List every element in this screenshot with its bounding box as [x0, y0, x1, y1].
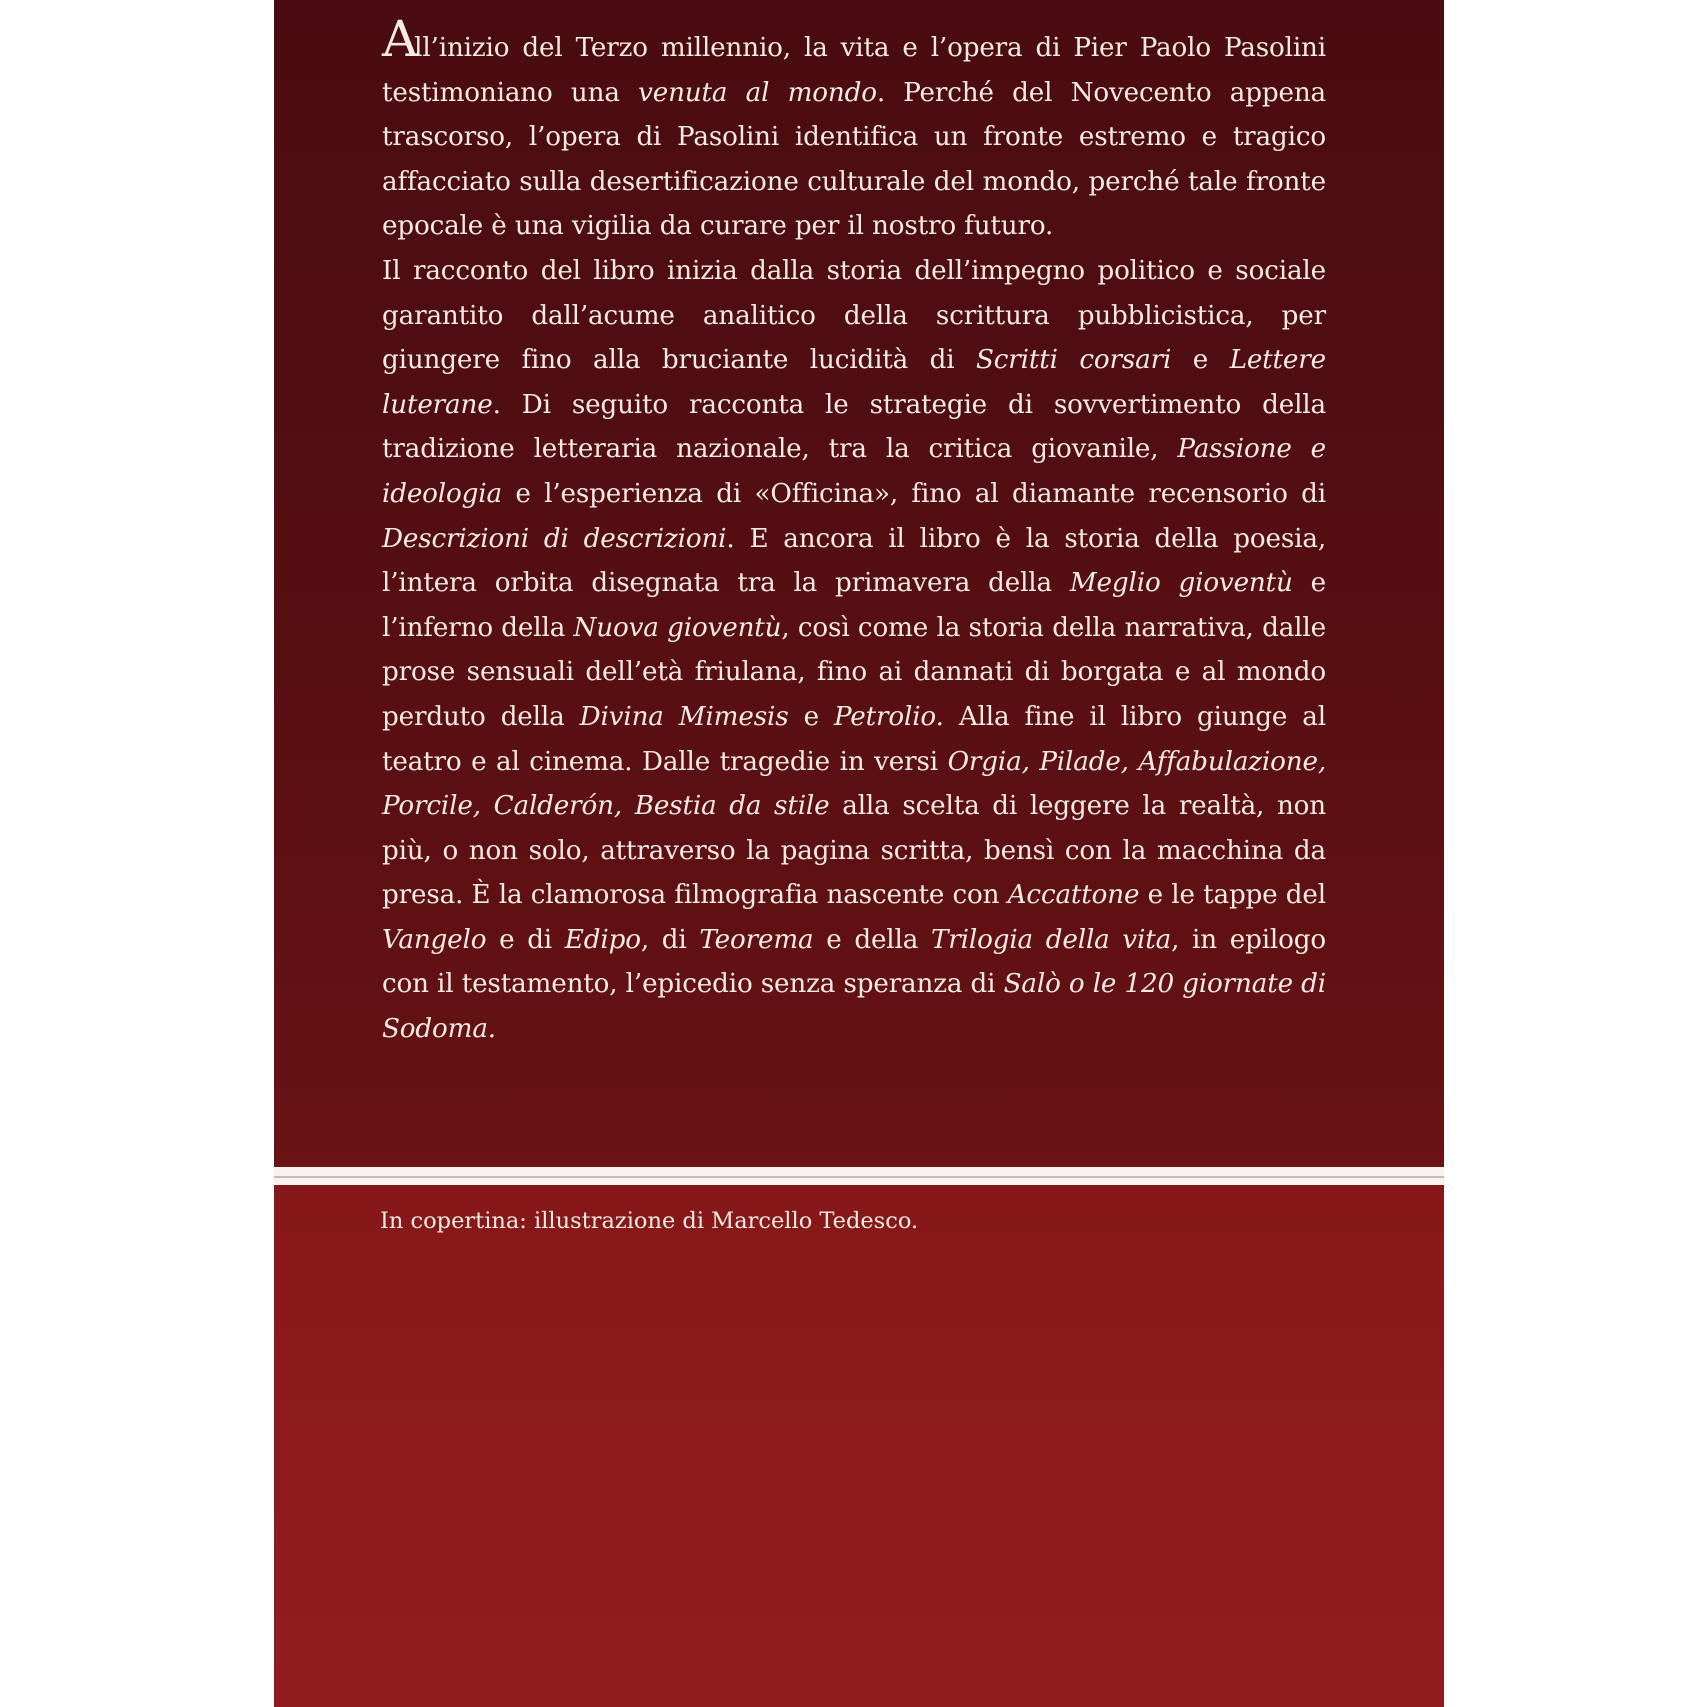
italic-title: Meglio gioventù	[1069, 568, 1293, 599]
text-run: , di	[640, 924, 700, 955]
upper-panel	[274, 0, 1444, 1167]
italic-title: Descrizioni di descrizioni	[382, 523, 727, 554]
italic-title: venuta al mondo	[638, 77, 877, 108]
text-run: alla scelta di leggere la realtà, non più, o non solo, attraverso la pagina scritta, bensì con la macchina da presa. È la clamorosa filmografia nascente con	[382, 791, 1326, 911]
italic-title: Petrolio.	[833, 701, 944, 732]
italic-title: Trilogia della vita	[930, 924, 1172, 955]
divider-rule	[274, 1176, 1444, 1178]
italic-title: Salò o le 120 giornate di Sodoma.	[382, 969, 1326, 1045]
text-run: e della	[813, 924, 931, 955]
text-run: , in epilogo con il testamento, l’epicedio senza speranza di	[382, 924, 1326, 1000]
text-run: e	[1171, 345, 1230, 376]
text-run: e	[788, 701, 834, 732]
italic-title: Edipo	[564, 924, 641, 955]
italic-title: Passione e ideologia	[382, 434, 1326, 509]
text-run: . Perché del Novecento appena trascorso, l’opera di Pasolini identifica un fronte estremo e tragico affacciato sulla desertificazione culturale del mondo, perché tale fronte epocale è una vigilia da curare per il nostro futuro.	[382, 77, 1326, 242]
text-run: e l’esperienza di «Officina», fino al diamante recensorio di	[501, 478, 1326, 509]
italic-title: Lettere luterane	[382, 345, 1326, 420]
italic-title: Nuova gioventù	[573, 612, 782, 643]
italic-title: Accattone	[1007, 880, 1140, 911]
text-run: e le tappe del	[1139, 880, 1326, 911]
blurb-text	[382, 10, 1327, 1052]
italic-title: Vangelo	[382, 924, 487, 955]
text-run: Alla fine il libro giunge al teatro e al cinema. Dalle tragedie in versi	[382, 701, 1326, 777]
blurb-paragraph-1	[382, 10, 1326, 249]
back-cover	[274, 0, 1444, 1707]
italic-title: Divina Mimesis	[579, 701, 789, 732]
drop-cap: A	[382, 10, 415, 68]
blurb-paragraph-2	[382, 249, 1326, 1052]
text-run: . Di seguito racconta le strategie di sovvertimento della tradizione letteraria nazionale, tra la critica giovanile,	[382, 389, 1326, 465]
cover-credit: In copertina: illustrazione di Marcello Tedesco.	[380, 1208, 919, 1234]
text-run: ll’inizio del Terzo millennio, la vita e l’opera di Pier Paolo Pasolini testimoniano una	[382, 33, 1326, 108]
text-run: . E ancora il libro è la storia della poesia, l’intera orbita disegnata tra la primavera della	[382, 523, 1326, 599]
lower-panel	[274, 1185, 1444, 1707]
italic-title: Orgia, Pilade, Affabulazione, Porcile, Calderón, Bestia da stile	[382, 746, 1327, 822]
italic-title: Teorema	[699, 924, 814, 955]
text-run: e di	[486, 924, 565, 955]
italic-title: Scritti corsari	[976, 345, 1172, 376]
text-run: , così come la storia della narrativa, dalle prose sensuali dell’età friulana, fino ai dannati di borgata e al mondo perduto della	[382, 612, 1326, 732]
text-run: e l’inferno della	[382, 568, 1326, 643]
text-run: Il racconto del libro inizia dalla storia dell’impegno politico e sociale garantito dall’acume analitico della scrittura pubblicistica, per giungere fino alla bruciante lucidità di	[382, 255, 1326, 376]
